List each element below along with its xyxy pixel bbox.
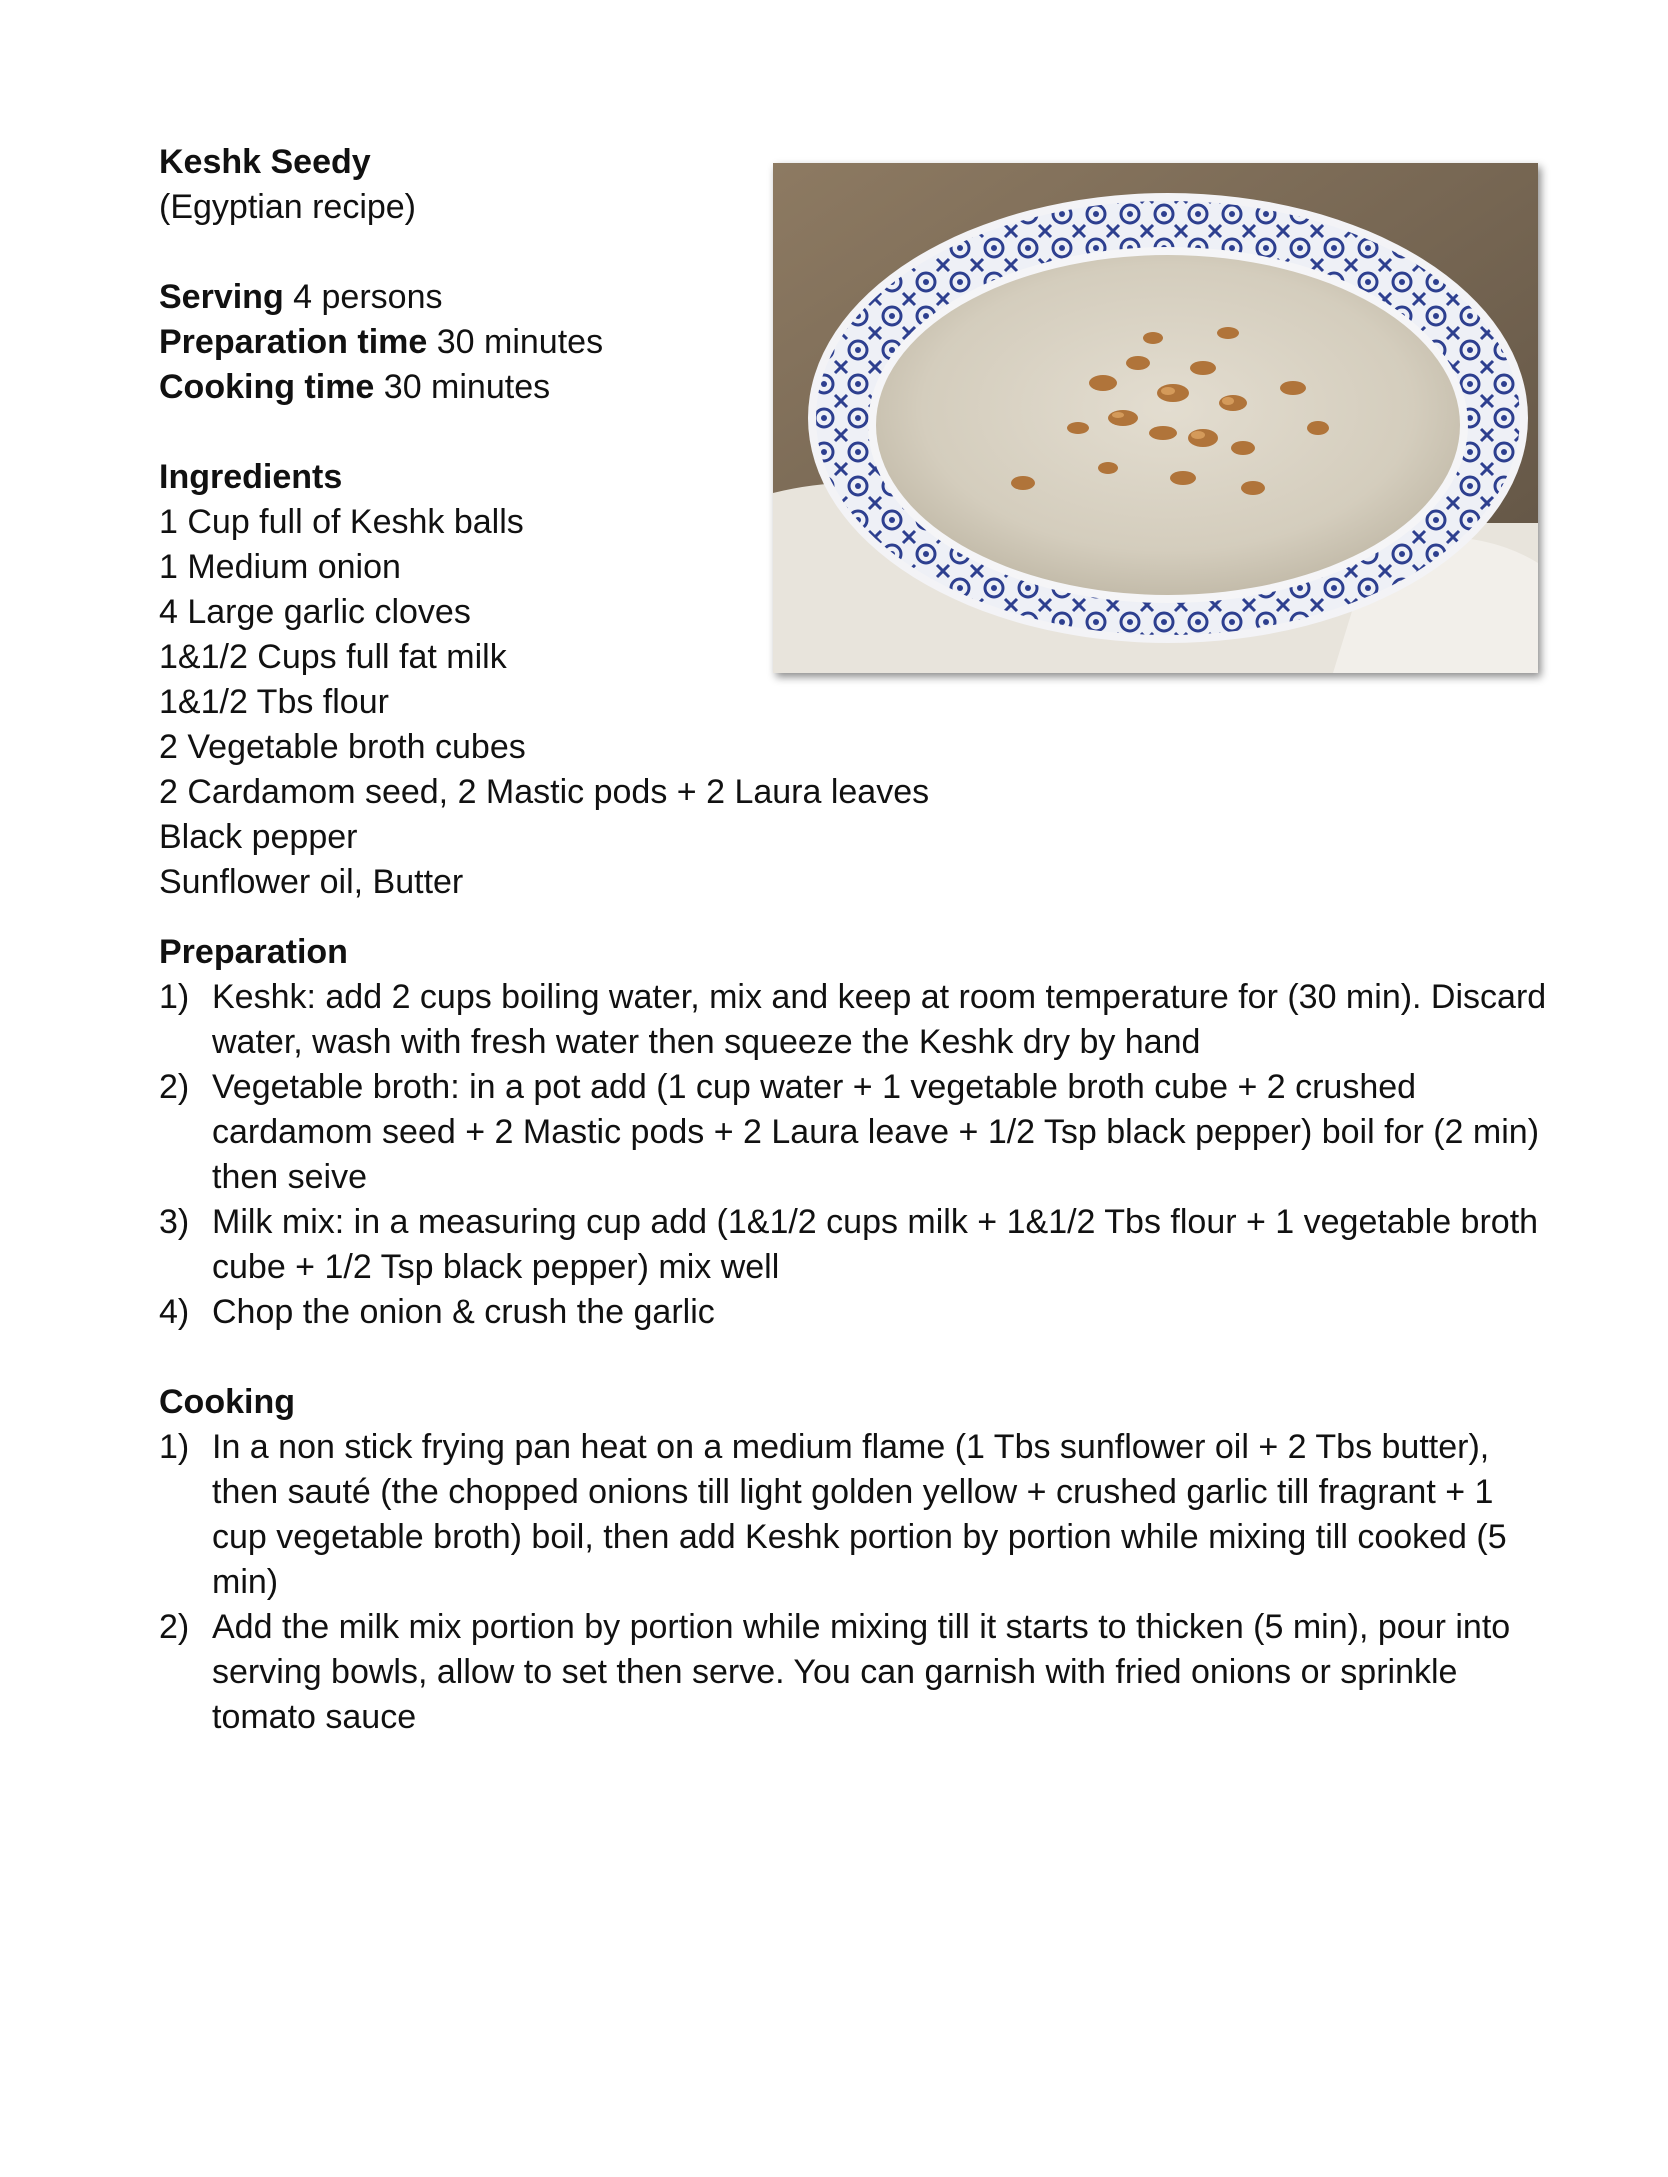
soup-bowl-icon [773,163,1538,673]
step-number: 4) [159,1293,190,1331]
step-text: Add the milk mix portion by portion while mixing till it starts to thicken (5 min), pour into serving bowls, allow to set then serve. You can garnish with fried onions or sprinkle tomato sauce [212,1608,1511,1736]
ingredient-item: 1&1/2 Tbs flour [159,683,389,721]
preparation-heading: Preparation [159,933,348,971]
step-number: 2) [159,1608,190,1646]
ingredients-heading: Ingredients [159,458,343,496]
preparation-step [159,1200,1552,1290]
step-text: Vegetable broth: in a pot add (1 cup water + 1 vegetable broth cube + 2 crushed cardamom seed + 2 Mastic pods + 2 Laura leave + 1/2 Tsp black pepper) boil for (2 min) then seive [212,1068,1540,1196]
ingredient-item: Black pepper [159,818,358,856]
recipe-subtitle: (Egyptian recipe) [159,188,417,226]
preparation-step [159,1065,1552,1200]
recipe-title: Keshk Seedy [159,143,371,181]
cooking-step [159,1605,1552,1740]
ingredient-item: 2 Cardamom seed, 2 Mastic pods + 2 Laura leaves [159,773,930,811]
cooking-heading: Cooking [159,1383,295,1421]
preparation-step [159,1290,1552,1335]
ingredient-item: 1 Medium onion [159,548,401,586]
ingredient-item: Sunflower oil, Butter [159,863,464,901]
step-number: 1) [159,1428,190,1466]
step-number: 1) [159,978,190,1016]
serving-value: 4 persons [283,278,443,316]
cooking-step [159,1425,1552,1605]
step-number: 3) [159,1203,190,1241]
preparation-steps [159,975,1547,1335]
ingredient-item: 4 Large garlic cloves [159,593,471,631]
cook-time-label: Cooking time [159,368,375,406]
cooking-steps [159,1425,1539,1740]
ingredient-item: 2 Vegetable broth cubes [159,728,526,766]
serving-label: Serving [159,278,284,316]
prep-time-value: 30 minutes [427,323,604,361]
soup-bowl-photo [773,163,1538,673]
cook-time-value: 30 minutes [374,368,551,406]
preparation-step [159,975,1552,1065]
step-number: 2) [159,1068,190,1106]
step-text: Milk mix: in a measuring cup add (1&1/2 cups milk + 1&1/2 Tbs flour + 1 vegetable broth cube + 1/2 Tsp black pepper) mix well [212,1203,1539,1286]
ingredient-item: 1&1/2 Cups full fat milk [159,638,507,676]
step-text: Chop the onion & crush the garlic [212,1293,715,1331]
step-text: In a non stick frying pan heat on a medium flame (1 Tbs sunflower oil + 2 Tbs butter), then sauté (the chopped onions till light golden yellow + crushed garlic till fragrant + 1 cup vegetable broth) boil, then add Keshk portion by portion while mixing till cooked (5 min) [212,1428,1507,1601]
ingredient-item: 1 Cup full of Keshk balls [159,503,524,541]
prep-time-label: Preparation time [159,323,428,361]
step-text: Keshk: add 2 cups boiling water, mix and keep at room temperature for (30 min). Discard water, wash with fresh water then squeeze the Keshk dry by hand [212,978,1547,1061]
